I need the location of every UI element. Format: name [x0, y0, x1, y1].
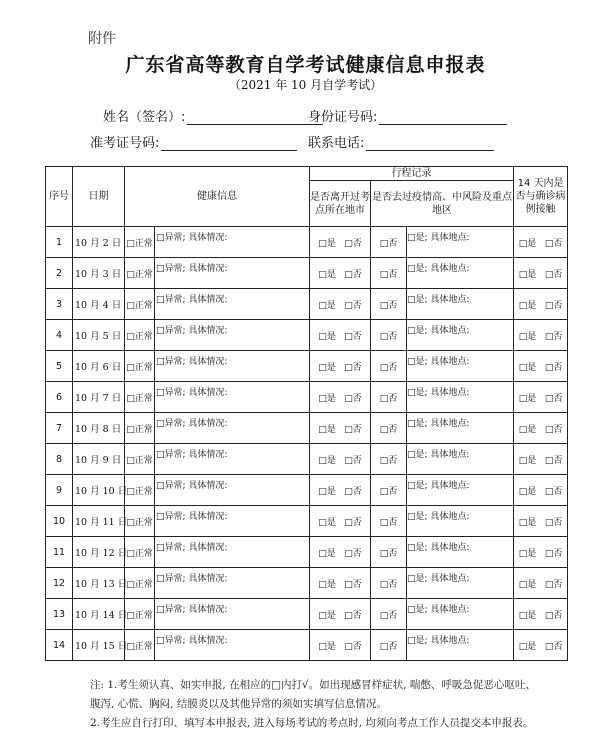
row-number: 5 — [46, 351, 73, 382]
left-city-yes[interactable]: □是 — [318, 393, 336, 404]
row-number: 8 — [46, 444, 73, 475]
phone-field[interactable] — [308, 132, 494, 151]
risk-area-yes-place[interactable]: □是; 具体地点: — [407, 568, 514, 599]
table-row — [46, 382, 568, 413]
left-city-choice[interactable] — [310, 227, 371, 258]
left-city-choice[interactable] — [310, 568, 371, 599]
row-date: 10 月 3 日 — [73, 258, 125, 289]
left-city-choice[interactable] — [310, 630, 371, 661]
id-input-line[interactable] — [379, 110, 507, 125]
header-left-city: 是否离开过考点所在地市 — [310, 181, 371, 227]
contact-no[interactable]: □否 — [544, 610, 563, 621]
left-city-no[interactable]: □否 — [344, 517, 362, 528]
table-row — [46, 568, 568, 599]
left-city-no[interactable]: □否 — [344, 393, 362, 404]
row-number: 12 — [46, 568, 73, 599]
row-number: 13 — [46, 599, 73, 630]
risk-area-yes-place[interactable]: □是; 具体地点: — [407, 537, 514, 568]
risk-area-no[interactable]: □否 — [371, 289, 407, 320]
contact-yes[interactable]: □是 — [518, 641, 537, 652]
risk-area-no[interactable]: □否 — [371, 568, 407, 599]
contact-choice[interactable] — [514, 289, 568, 320]
attachment-label: 附件 — [88, 31, 116, 47]
header-health: 健康信息 — [125, 167, 310, 227]
contact-yes[interactable]: □是 — [518, 517, 537, 528]
left-city-yes[interactable]: □是 — [318, 455, 336, 466]
row-date: 10 月 8 日 — [73, 413, 125, 444]
normal-checkbox[interactable]: □正常 — [125, 568, 155, 599]
normal-checkbox[interactable]: □正常 — [125, 289, 155, 320]
risk-area-no[interactable]: □否 — [371, 444, 407, 475]
contact-choice[interactable] — [514, 537, 568, 568]
left-city-choice[interactable] — [310, 444, 371, 475]
left-city-yes[interactable]: □是 — [318, 641, 336, 652]
risk-area-yes-place[interactable]: □是; 具体地点: — [407, 258, 514, 289]
normal-checkbox[interactable]: □正常 — [125, 351, 155, 382]
risk-area-yes-place[interactable]: □是; 具体地点: — [407, 506, 514, 537]
risk-area-no[interactable]: □否 — [371, 599, 407, 630]
row-number: 10 — [46, 506, 73, 537]
contact-choice[interactable] — [514, 413, 568, 444]
risk-area-no[interactable]: □否 — [371, 258, 407, 289]
left-city-no[interactable]: □否 — [344, 455, 362, 466]
phone-input-line[interactable] — [366, 136, 494, 151]
table-row — [46, 413, 568, 444]
row-date: 10 月 4 日 — [73, 289, 125, 320]
normal-checkbox[interactable]: □正常 — [125, 227, 155, 258]
row-date: 10 月 11 日 — [73, 506, 125, 537]
contact-yes[interactable]: □是 — [518, 579, 537, 590]
row-date: 10 月 12 日 — [73, 537, 125, 568]
contact-no[interactable]: □否 — [544, 548, 563, 559]
normal-checkbox[interactable]: □正常 — [125, 475, 155, 506]
risk-area-no[interactable]: □否 — [371, 227, 407, 258]
contact-no[interactable]: □否 — [544, 579, 563, 590]
normal-checkbox[interactable]: □正常 — [125, 444, 155, 475]
left-city-yes[interactable]: □是 — [318, 486, 336, 497]
form-title: 广东省高等教育自学考试健康信息申报表 — [125, 54, 486, 76]
contact-no[interactable]: □否 — [544, 393, 563, 404]
table-row — [46, 258, 568, 289]
contact-yes[interactable]: □是 — [518, 393, 537, 404]
risk-area-yes-place[interactable]: □是; 具体地点: — [407, 444, 514, 475]
risk-area-no[interactable]: □否 — [371, 506, 407, 537]
contact-no[interactable]: □否 — [544, 517, 563, 528]
row-number: 3 — [46, 289, 73, 320]
row-date: 10 月 2 日 — [73, 227, 125, 258]
risk-area-no[interactable]: □否 — [371, 630, 407, 661]
abnormal-checkbox[interactable]: □异常; 具体情况: — [155, 351, 310, 382]
normal-checkbox[interactable]: □正常 — [125, 382, 155, 413]
row-number: 9 — [46, 475, 73, 506]
row-number: 4 — [46, 320, 73, 351]
left-city-choice[interactable] — [310, 320, 371, 351]
left-city-no[interactable]: □否 — [344, 548, 362, 559]
risk-area-yes-place[interactable]: □是; 具体地点: — [407, 413, 514, 444]
left-city-choice[interactable] — [310, 258, 371, 289]
left-city-yes[interactable]: □是 — [318, 424, 336, 435]
abnormal-checkbox[interactable]: □异常; 具体情况: — [155, 630, 310, 661]
left-city-no[interactable]: □否 — [344, 362, 362, 373]
header-trip: 行程记录 — [310, 167, 514, 181]
contact-choice[interactable] — [514, 258, 568, 289]
contact-yes[interactable]: □是 — [518, 269, 537, 280]
row-number: 7 — [46, 413, 73, 444]
row-number: 14 — [46, 630, 73, 661]
contact-no[interactable]: □否 — [544, 269, 563, 280]
left-city-yes[interactable]: □是 — [318, 300, 336, 311]
risk-area-no[interactable]: □否 — [371, 413, 407, 444]
normal-checkbox[interactable]: □正常 — [125, 413, 155, 444]
risk-area-yes-place[interactable]: □是; 具体地点: — [407, 227, 514, 258]
normal-checkbox[interactable]: □正常 — [125, 320, 155, 351]
contact-choice[interactable] — [514, 351, 568, 382]
abnormal-checkbox[interactable]: □异常; 具体情况: — [155, 444, 310, 475]
exam-no-label: 准考证号码: — [90, 136, 160, 151]
header-risk-area: 是否去过疫情高、中风险及重点地区 — [371, 181, 514, 227]
normal-checkbox[interactable]: □正常 — [125, 630, 155, 661]
contact-choice[interactable] — [514, 599, 568, 630]
contact-choice[interactable] — [514, 506, 568, 537]
risk-area-yes-place[interactable]: □是; 具体地点: — [407, 599, 514, 630]
contact-choice[interactable] — [514, 227, 568, 258]
left-city-no[interactable]: □否 — [344, 641, 362, 652]
note-2: 2.考生应自行打印、填写本申报表, 进入每场考试的考点时, 均须向考点工作人员提交本申报表。 — [90, 717, 534, 729]
risk-area-no[interactable]: □否 — [371, 351, 407, 382]
header-contact: 14 天内是否与确诊病例接触 — [514, 167, 568, 227]
table-row — [46, 475, 568, 506]
risk-area-no[interactable]: □否 — [371, 320, 407, 351]
health-declaration-table — [45, 166, 568, 661]
contact-yes[interactable]: □是 — [518, 238, 537, 249]
contact-yes[interactable]: □是 — [518, 455, 537, 466]
risk-area-yes-place[interactable]: □是; 具体地点: — [407, 351, 514, 382]
contact-yes[interactable]: □是 — [518, 486, 537, 497]
row-number: 6 — [46, 382, 73, 413]
left-city-yes[interactable]: □是 — [318, 548, 336, 559]
left-city-no[interactable]: □否 — [344, 610, 362, 621]
contact-choice[interactable] — [514, 382, 568, 413]
left-city-yes[interactable]: □是 — [318, 579, 336, 590]
risk-area-yes-place[interactable]: □是; 具体地点: — [407, 630, 514, 661]
abnormal-checkbox[interactable]: □异常; 具体情况: — [155, 227, 310, 258]
contact-no[interactable]: □否 — [544, 424, 563, 435]
left-city-choice[interactable] — [310, 599, 371, 630]
row-date: 10 月 13 日 — [73, 568, 125, 599]
contact-yes[interactable]: □是 — [518, 610, 537, 621]
abnormal-checkbox[interactable]: □异常; 具体情况: — [155, 382, 310, 413]
contact-no[interactable]: □否 — [544, 238, 563, 249]
table-row — [46, 506, 568, 537]
table-row — [46, 227, 568, 258]
risk-area-yes-place[interactable]: □是; 具体地点: — [407, 475, 514, 506]
abnormal-checkbox[interactable]: □异常; 具体情况: — [155, 568, 310, 599]
left-city-no[interactable]: □否 — [344, 579, 362, 590]
note-1: 注: 1.考生须认真、如实申报, 在相应的□内打√。如出现感冒样症状, 喘憋、呼吸急促恶心呕吐、腹泻, 心慌、胸闷, 结膜炎以及其他异常的须如实填写信息情况。 — [90, 679, 536, 710]
risk-area-no[interactable]: □否 — [371, 475, 407, 506]
abnormal-checkbox[interactable]: □异常; 具体情况: — [155, 413, 310, 444]
table-row — [46, 320, 568, 351]
contact-choice[interactable] — [514, 630, 568, 661]
left-city-choice[interactable] — [310, 537, 371, 568]
left-city-choice[interactable] — [310, 382, 371, 413]
left-city-yes[interactable]: □是 — [318, 331, 336, 342]
header-date: 日期 — [73, 167, 125, 227]
contact-yes[interactable]: □是 — [518, 300, 537, 311]
contact-yes[interactable]: □是 — [518, 331, 537, 342]
row-date: 10 月 6 日 — [73, 351, 125, 382]
contact-no[interactable]: □否 — [544, 331, 563, 342]
left-city-choice[interactable] — [310, 475, 371, 506]
table-row — [46, 599, 568, 630]
contact-choice[interactable] — [514, 320, 568, 351]
header-no: 序号 — [46, 167, 73, 227]
contact-no[interactable]: □否 — [544, 486, 563, 497]
id-label: 身份证号码: — [308, 110, 378, 125]
left-city-no[interactable]: □否 — [344, 300, 362, 311]
contact-yes[interactable]: □是 — [518, 424, 537, 435]
left-city-yes[interactable]: □是 — [318, 362, 336, 373]
risk-area-no[interactable]: □否 — [371, 382, 407, 413]
left-city-choice[interactable] — [310, 413, 371, 444]
contact-no[interactable]: □否 — [544, 641, 563, 652]
contact-choice[interactable] — [514, 475, 568, 506]
left-city-choice[interactable] — [310, 506, 371, 537]
abnormal-checkbox[interactable]: □异常; 具体情况: — [155, 320, 310, 351]
row-number: 1 — [46, 227, 73, 258]
normal-checkbox[interactable]: □正常 — [125, 537, 155, 568]
contact-no[interactable]: □否 — [544, 455, 563, 466]
table-row — [46, 289, 568, 320]
row-number: 11 — [46, 537, 73, 568]
normal-checkbox[interactable]: □正常 — [125, 506, 155, 537]
name-input-line[interactable] — [187, 110, 323, 125]
row-date: 10 月 5 日 — [73, 320, 125, 351]
left-city-yes[interactable]: □是 — [318, 610, 336, 621]
left-city-no[interactable]: □否 — [344, 331, 362, 342]
contact-yes[interactable]: □是 — [518, 548, 537, 559]
abnormal-checkbox[interactable]: □异常; 具体情况: — [155, 258, 310, 289]
table-row — [46, 351, 568, 382]
normal-checkbox[interactable]: □正常 — [125, 599, 155, 630]
contact-no[interactable]: □否 — [544, 300, 563, 311]
left-city-no[interactable]: □否 — [344, 269, 362, 280]
left-city-no[interactable]: □否 — [344, 486, 362, 497]
name-field[interactable] — [103, 106, 323, 125]
abnormal-checkbox[interactable]: □异常; 具体情况: — [155, 537, 310, 568]
contact-no[interactable]: □否 — [544, 362, 563, 373]
left-city-no[interactable]: □否 — [344, 238, 362, 249]
risk-area-yes-place[interactable]: □是; 具体地点: — [407, 382, 514, 413]
name-label: 姓名（签名）: — [103, 110, 186, 125]
row-date: 10 月 15 日 — [73, 630, 125, 661]
row-date: 10 月 14 日 — [73, 599, 125, 630]
contact-choice[interactable] — [514, 444, 568, 475]
table-row — [46, 537, 568, 568]
left-city-yes[interactable]: □是 — [318, 269, 336, 280]
table-row — [46, 444, 568, 475]
id-field[interactable] — [308, 106, 507, 125]
row-date: 10 月 10 日 — [73, 475, 125, 506]
contact-choice[interactable] — [514, 568, 568, 599]
abnormal-checkbox[interactable]: □异常; 具体情况: — [155, 289, 310, 320]
left-city-yes[interactable]: □是 — [318, 517, 336, 528]
risk-area-no[interactable]: □否 — [371, 537, 407, 568]
notes — [90, 676, 540, 733]
left-city-choice[interactable] — [310, 289, 371, 320]
phone-label: 联系电话: — [308, 136, 365, 151]
abnormal-checkbox[interactable]: □异常; 具体情况: — [155, 475, 310, 506]
normal-checkbox[interactable]: □正常 — [125, 258, 155, 289]
row-date: 10 月 9 日 — [73, 444, 125, 475]
risk-area-yes-place[interactable]: □是; 具体地点: — [407, 320, 514, 351]
row-number: 2 — [46, 258, 73, 289]
risk-area-yes-place[interactable]: □是; 具体地点: — [407, 289, 514, 320]
table-row — [46, 630, 568, 661]
abnormal-checkbox[interactable]: □异常; 具体情况: — [155, 599, 310, 630]
left-city-yes[interactable]: □是 — [318, 238, 336, 249]
abnormal-checkbox[interactable]: □异常; 具体情况: — [155, 506, 310, 537]
exam-no-field[interactable] — [90, 132, 297, 151]
form-subtitle: （2021 年 10 月自学考试） — [228, 78, 383, 92]
left-city-no[interactable]: □否 — [344, 424, 362, 435]
row-date: 10 月 7 日 — [73, 382, 125, 413]
exam-no-input-line[interactable] — [161, 136, 297, 151]
left-city-choice[interactable] — [310, 351, 371, 382]
contact-yes[interactable]: □是 — [518, 362, 537, 373]
